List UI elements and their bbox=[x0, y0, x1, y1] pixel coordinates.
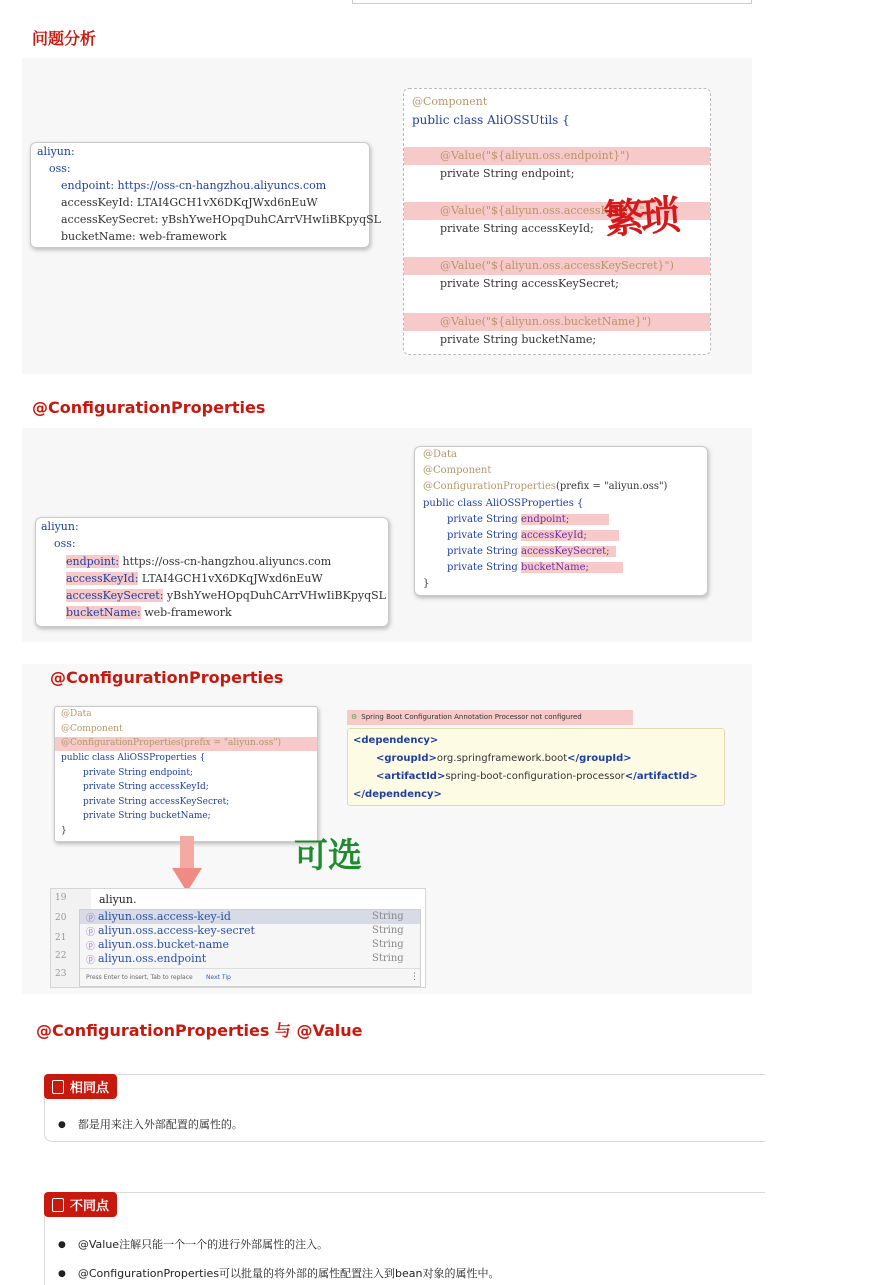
editor-panel bbox=[50, 888, 426, 988]
completion-name: aliyun.oss.access-key-secret bbox=[98, 924, 255, 937]
diff-badge: 不同点 bbox=[44, 1192, 117, 1217]
s2-class-line: public class AliOSSProperties { bbox=[423, 498, 584, 509]
s2-configprops-annotation: @ConfigurationProperties(prefix = "aliyun.oss") bbox=[423, 481, 668, 492]
same-item-1: ● 都是用来注入外部配置的属性的。 bbox=[58, 1116, 243, 1132]
yaml-endpoint: endpoint: https://oss-cn-hangzhou.aliyuncs.com bbox=[61, 179, 327, 192]
handwriting-fanzuo: 繁琐 bbox=[602, 191, 678, 244]
completion-popup bbox=[79, 909, 421, 987]
s2-yaml-accesskeysecret: accessKeySecret: yBshYweHOpqDuhCArrVHwIiBKpyqSL bbox=[66, 589, 386, 602]
line-number-22: 22 bbox=[55, 951, 67, 961]
down-arrow bbox=[172, 836, 202, 894]
s2-java-box bbox=[414, 446, 708, 596]
section1-title: 问题分析 bbox=[32, 29, 97, 48]
s2-yaml-endpoint: endpoint: https://oss-cn-hangzhou.aliyuncs.com bbox=[66, 555, 332, 568]
completion-type: String bbox=[372, 911, 404, 922]
value-annotation-3: @Value("${aliyun.oss.accessKeySecret}") bbox=[440, 259, 674, 272]
yaml-accesskeyid: accessKeyId: LTAI4GCH1vX6DKqJWxd6nEuW bbox=[61, 196, 318, 209]
completion-item[interactable] bbox=[80, 910, 420, 924]
s3-close-brace: } bbox=[61, 826, 67, 836]
s2-close-brace: } bbox=[423, 578, 430, 589]
s3-field-2: private String accessKeyId; bbox=[83, 782, 209, 792]
line-number-19: 19 bbox=[55, 893, 67, 903]
s3-configprops-annotation: @ConfigurationProperties(prefix = "aliyun.oss") bbox=[61, 738, 281, 748]
property-icon: ⓟ bbox=[86, 956, 96, 966]
line-number-21: 21 bbox=[55, 933, 67, 943]
section4-title: @ConfigurationProperties 与 @Value bbox=[36, 1021, 363, 1040]
section3-title: @ConfigurationProperties bbox=[50, 668, 284, 687]
s3-field-3: private String accessKeySecret; bbox=[83, 797, 230, 807]
xml-artifactid: <artifactId>spring-boot-configuration-processor</artifactId> bbox=[376, 771, 698, 782]
java-class-line: public class AliOSSUtils { bbox=[412, 113, 570, 127]
top-fragment-box bbox=[352, 0, 752, 4]
xml-dependency-close: </dependency> bbox=[353, 789, 442, 800]
diff-item-1: ● @Value注解只能一个一个的进行外部属性的注入。 bbox=[58, 1236, 328, 1252]
completion-name: aliyun.oss.access-key-id bbox=[98, 910, 231, 923]
completion-type: String bbox=[372, 953, 404, 964]
completion-type: String bbox=[372, 925, 404, 936]
s2-field-accesskeyid: private String accessKeyId; bbox=[447, 530, 619, 541]
property-icon: ⓟ bbox=[86, 914, 96, 924]
s3-class-line: public class AliOSSProperties { bbox=[61, 753, 206, 763]
completion-item[interactable] bbox=[80, 938, 420, 952]
yaml-bucketname: bucketName: web-framework bbox=[61, 230, 227, 243]
s2-yaml-accesskeyid: accessKeyId: LTAI4GCH1vX6DKqJWxd6nEuW bbox=[66, 572, 323, 585]
field-decl-1: private String endpoint; bbox=[440, 167, 575, 180]
s2-yaml-root: aliyun: bbox=[41, 520, 79, 533]
completion-name: aliyun.oss.endpoint bbox=[98, 952, 207, 965]
document-icon bbox=[52, 1198, 64, 1212]
yaml-oss: oss: bbox=[49, 162, 71, 175]
xml-groupid: <groupId>org.springframework.boot</groupId> bbox=[376, 753, 632, 764]
handwriting-kexuan: 可选 bbox=[294, 836, 362, 876]
diff-item-2: ● @ConfigurationProperties可以批量的将外部的属性配置注入到bean对象的属性中。 bbox=[58, 1265, 500, 1281]
line-number-23: 23 bbox=[55, 969, 67, 979]
value-annotation-4: @Value("${aliyun.oss.bucketName}") bbox=[440, 315, 652, 328]
completion-type: String bbox=[372, 939, 404, 950]
next-tip-link[interactable]: Next Tip bbox=[206, 974, 231, 981]
yaml-root: aliyun: bbox=[37, 145, 75, 158]
document-icon bbox=[52, 1080, 64, 1094]
java-component-annotation: @Component bbox=[412, 95, 488, 108]
same-badge: 相同点 bbox=[44, 1074, 117, 1099]
s2-yaml-box bbox=[35, 517, 389, 627]
property-icon: ⓟ bbox=[86, 942, 96, 952]
s2-yaml-bucketname: bucketName: web-framework bbox=[66, 606, 232, 619]
completion-hint: Press Enter to insert, Tab to replace bbox=[86, 974, 193, 981]
field-decl-3: private String accessKeySecret; bbox=[440, 277, 619, 290]
s3-java-box bbox=[54, 706, 318, 842]
s2-data-annotation: @Data bbox=[423, 449, 457, 460]
value-annotation-1: @Value("${aliyun.oss.endpoint}") bbox=[440, 149, 630, 162]
value-annotation-2: @Value("${aliyun.oss.accessKeyId}") bbox=[440, 204, 649, 217]
completion-item[interactable] bbox=[80, 952, 420, 966]
s3-field-4: private String bucketName; bbox=[83, 811, 211, 821]
s2-field-bucketname: private String bucketName; bbox=[447, 562, 623, 573]
field-decl-2: private String accessKeyId; bbox=[440, 222, 594, 235]
s2-component-annotation: @Component bbox=[423, 465, 492, 476]
warning-banner: ⚙ Spring Boot Configuration Annotation Processor not configured bbox=[347, 710, 633, 725]
warning-icon: ⚙ bbox=[351, 713, 358, 721]
section2-title: @ConfigurationProperties bbox=[32, 398, 266, 417]
s3-data-annotation: @Data bbox=[61, 709, 92, 719]
completion-name: aliyun.oss.bucket-name bbox=[98, 938, 230, 951]
yaml-accesskeysecret: accessKeySecret: yBshYweHOpqDuhCArrVHwIiBKpyqSL bbox=[61, 213, 381, 226]
more-options-icon[interactable]: ⋮ bbox=[410, 972, 419, 982]
completion-footer bbox=[80, 968, 420, 987]
property-icon: ⓟ bbox=[86, 928, 96, 938]
s2-field-endpoint: private String endpoint; bbox=[447, 514, 609, 525]
s2-yaml-oss: oss: bbox=[54, 537, 76, 550]
xml-box bbox=[347, 728, 725, 806]
line-number-20: 20 bbox=[55, 913, 67, 923]
s2-field-accesskeysecret: private String accessKeySecret; bbox=[447, 546, 616, 557]
completion-item[interactable] bbox=[80, 924, 420, 938]
s3-field-1: private String endpoint; bbox=[83, 768, 193, 778]
field-decl-4: private String bucketName; bbox=[440, 333, 597, 346]
typed-text: aliyun. bbox=[99, 893, 137, 906]
xml-dependency-open: <dependency> bbox=[353, 735, 439, 746]
s1-yaml-box bbox=[30, 142, 381, 248]
s3-component-annotation: @Component bbox=[61, 724, 123, 734]
